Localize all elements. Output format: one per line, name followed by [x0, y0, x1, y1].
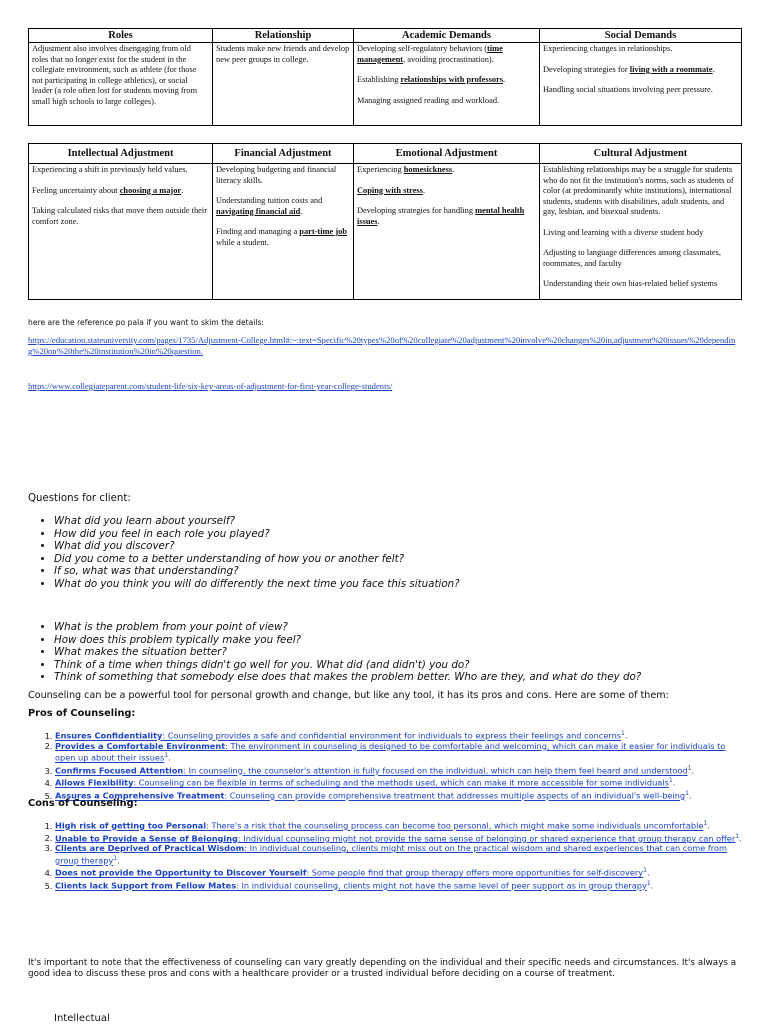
header-cultural-adjustment: Cultural Adjustment [540, 144, 742, 164]
con-title-link[interactable]: Does not provide the Opportunity to Discover Yourself [55, 868, 307, 879]
link-time-management[interactable]: time management [357, 44, 503, 64]
con-item: 5. Clients lack Support from Fellow Mates: In individual counseling, clients might not have the same level of peer support as in group therapy$^1$. [55, 879, 745, 892]
reference-link-stateuniversity[interactable]: https://education.stateuniversity.com/pages/1735/Adjustment-College.html#:~:text=Specific%20types%20of%20collegiate%20adjustment%20involve%20changes%20in,adjustment%20issues%20depending%20on%20the%20institution%20in%20question. [28, 335, 736, 356]
cell-cultural-adjustment: Establishing relationships may be a struggle for students who do not fit the institution's norms, such as students of color (at predominantly white institutions), international students, students with disabilities, adult students, and gay, lesbian, and bisexual students. Living and learning with a diverse student body Adjusting to language differences among classmates, roommates, and faculty Understanding their own bias-related belief systems [540, 164, 742, 300]
pro-item: 4. Allows Flexibility: Counseling can be flexible in terms of scheduling and the methods used, which can make it more accessible for some individuals$^1$. [55, 776, 745, 789]
trailing-heading: Intellectual [54, 1013, 110, 1024]
cell-emotional-adjustment: Experiencing homesickness. Coping with stress. Developing strategies for handling mental health issues. [354, 164, 540, 300]
questions-list-2 [32, 621, 754, 684]
questions-heading: Questions for client: [28, 493, 131, 504]
reference-link-collegiateparent[interactable]: https://www.collegiateparent.com/student-life/six-key-areas-of-adjustment-for-first-year-college-students/ [28, 381, 393, 391]
reference-note: here are the reference po pala if you want to skim the details: [28, 318, 264, 327]
cons-heading: Cons of Counseling: [28, 798, 138, 809]
cell-intellectual-adjustment: Experiencing a shift in previously held values. Feeling uncertainty about choosing a major. Taking calculated risks that move them outside their comfort zone. [29, 164, 213, 300]
con-item: 4. Does not provide the Opportunity to Discover Yourself: Some people find that group therapy offers more opportunities for self-discovery$^1$. [55, 866, 745, 879]
cell-academic-demands: Developing self-regulatory behaviors (time management, avoiding procrastination). Establishing relationships with professors. Managing assigned reading and workload. [354, 43, 540, 126]
pros-list [30, 729, 745, 801]
pro-title-link[interactable]: Provides a Comfortable Environment [55, 740, 226, 751]
question-item: • Think of a time when things didn't go well for you. What did (and didn't) you do? [54, 659, 754, 672]
pro-title-link[interactable]: Ensures Confidentiality [55, 730, 163, 741]
cell-relationship: Students make new friends and develop new peer groups in college. [213, 43, 354, 126]
pro-item: 5. Assures a Comprehensive Treatment: Counseling can provide comprehensive treatment that addresses multiple aspects of an individual's well-being$^1$. [55, 789, 745, 802]
adjustment-table-1 [28, 28, 742, 126]
link-mental-health-issues[interactable]: mental health issues [357, 206, 525, 226]
pro-item: 2. Provides a Comfortable Environment: The environment in counseling is designed to be comfortable and welcoming, which can make it easier for individuals to open up about their issues$^1$. [55, 742, 745, 764]
con-item: 1. High risk of getting too Personal: There's a risk that the counseling process can become too personal, which might make some individuals uncomfortable$^1$. [55, 819, 745, 832]
pro-item: 1. Ensures Confidentiality: Counseling provides a safe and confidential environment for individuals to express their feelings and concerns$^1$. [55, 729, 745, 742]
header-intellectual-adjustment: Intellectual Adjustment [29, 144, 213, 164]
cell-social-demands: Experiencing changes in relationships. Developing strategies for living with a roommate. Handling social situations involving peer pressure. [540, 43, 742, 126]
header-relationship: Relationship [213, 29, 354, 43]
con-title-link[interactable]: High risk of getting too Personal [55, 820, 207, 831]
pro-title-link[interactable]: Allows Flexibility [55, 778, 134, 789]
pro-item: 3. Confirms Focused Attention: In counseling, the counselor's attention is fully focused on the individual, which can help them feel heard and understood$^1$. [55, 764, 745, 777]
question-item: • What is the problem from your point of view? [54, 621, 754, 634]
question-item: • Think of something that somebody else does that makes the problem better. Who are they, and what do they do? [54, 671, 754, 684]
link-living-with-a-roommate[interactable]: living with a roommate [629, 64, 713, 74]
header-academic-demands: Academic Demands [354, 29, 540, 43]
question-item: • How does this problem typically make you feel? [54, 634, 754, 647]
con-item: 2. Unable to Provide a Sense of Belonging: Individual counseling might not provide the same sense of belonging or shared experience that group therapy can offer$^1$. [55, 832, 745, 845]
pro-title-link[interactable]: Assures a Comprehensive Treatment [55, 790, 225, 801]
header-financial-adjustment: Financial Adjustment [213, 144, 354, 164]
header-social-demands: Social Demands [540, 29, 742, 43]
con-title-link[interactable]: Clients lack Support from Fellow Mates [55, 880, 237, 891]
link-relationships-with-professors[interactable]: relationships with professors [400, 75, 504, 84]
question-item: • What did you learn about yourself? [54, 515, 754, 528]
pro-title-link[interactable]: Confirms Focused Attention [55, 765, 184, 776]
question-item: • If so, what was that understanding? [54, 565, 754, 578]
con-title-link[interactable]: Unable to Provide a Sense of Belonging [55, 833, 238, 844]
question-item: • How did you feel in each role you played? [54, 528, 754, 541]
link-choosing-a-major[interactable]: choosing a major [119, 185, 182, 195]
question-item: • What makes the situation better? [54, 646, 754, 659]
question-item: • What did you discover? [54, 540, 754, 553]
link-homesickness[interactable]: homesickness [403, 165, 453, 174]
question-item: • What do you think you will do differently the next time you face this situation? [54, 578, 754, 591]
closing-paragraph: It's important to note that the effectiveness of counseling can vary greatly depending on the individual and their specific needs and circumstances. It's always a good idea to discuss these pros and cons with a healthcare provider or a trusted individual before deciding on a course of treatment. [28, 958, 737, 979]
cell-financial-adjustment: Developing budgeting and financial literacy skills. Understanding tuition costs and navigating financial aid. Finding and managing a part-time job while a student. [213, 164, 354, 300]
counseling-intro: Counseling can be a powerful tool for personal growth and change, but like any tool, it has its pros and cons. Here are some of them: [28, 690, 669, 701]
link-coping-with-stress[interactable]: Coping with stress [357, 185, 423, 195]
question-item: • Did you come to a better understanding of how you or another felt? [54, 553, 754, 566]
con-item: 3. Clients are Deprived of Practical Wisdom: In individual counseling, clients might miss out on the practical wisdom and shared experiences that can come from group therapy$^1$. [55, 844, 745, 866]
questions-list-1 [32, 515, 754, 590]
link-navigating-financial-aid[interactable]: navigating financial aid [216, 206, 301, 216]
header-emotional-adjustment: Emotional Adjustment [354, 144, 540, 164]
cons-list [30, 819, 745, 891]
cell-roles: Adjustment also involves disengaging from old roles that no longer exist for the student in the collegiate environment, such as athlete (for those not participating in college athletics), or social leader (a role often lost for students moving from small high schools to large colleges). [29, 43, 213, 126]
pros-heading: Pros of Counseling: [28, 708, 136, 719]
link-part-time-job[interactable]: part-time job [299, 227, 347, 236]
con-title-link[interactable]: Clients are Deprived of Practical Wisdom [55, 843, 245, 854]
adjustment-table-2 [28, 143, 742, 300]
header-roles: Roles [29, 29, 213, 43]
